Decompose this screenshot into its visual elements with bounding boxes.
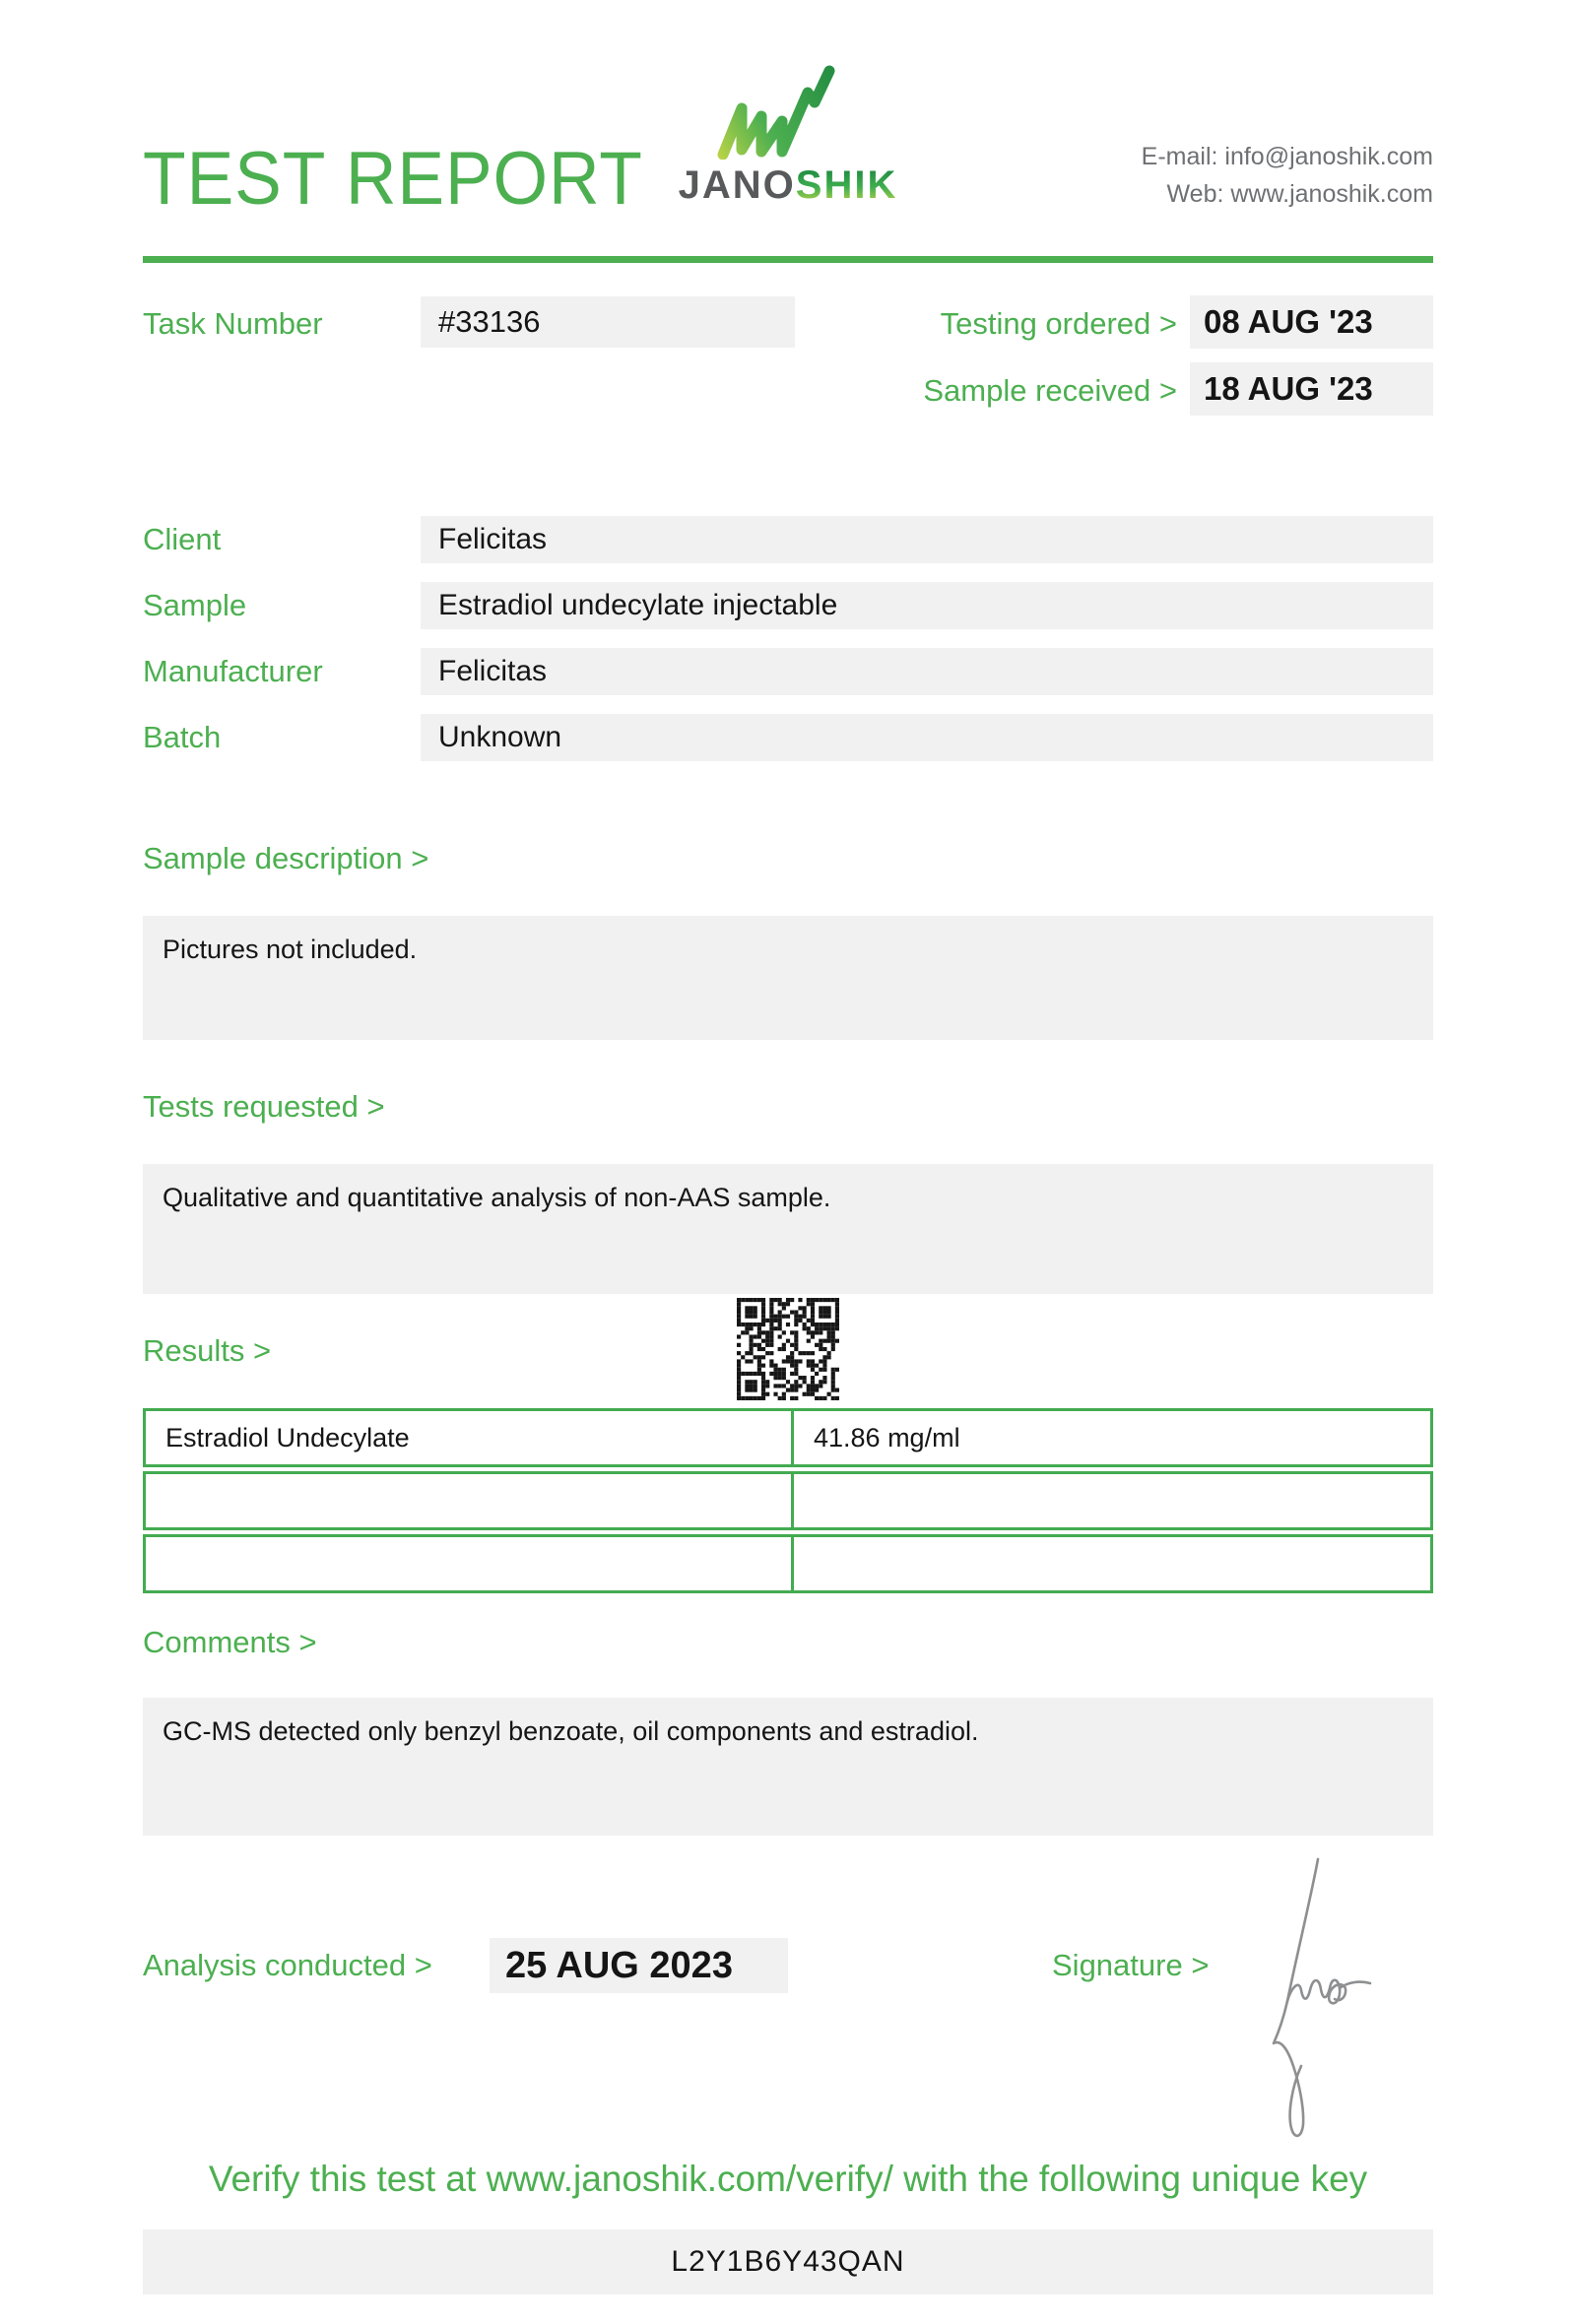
- analyte-cell: [146, 1474, 794, 1527]
- tests-requested-heading: Tests requested >: [143, 1089, 385, 1124]
- contact-web: Web: www.janoshik.com: [1166, 180, 1433, 208]
- client-label: Client: [143, 522, 222, 556]
- verify-instruction: Verify this test at www.janoshik.com/verify/ with the following unique key: [208, 2159, 1368, 2199]
- result-cell: [794, 1537, 1430, 1590]
- table-row: [143, 1471, 1433, 1530]
- manufacturer-label: Manufacturer: [143, 654, 323, 688]
- testing-ordered-date: 08 AUG '23: [1190, 295, 1433, 349]
- results-table: [143, 1408, 1433, 1597]
- tests-requested-body: Qualitative and quantitative analysis of non-AAS sample.: [143, 1164, 1433, 1294]
- sample-received-date: 18 AUG '23: [1190, 362, 1433, 416]
- batch-label: Batch: [143, 720, 222, 754]
- sample-label: Sample: [143, 588, 247, 622]
- analyte-cell: [146, 1537, 794, 1590]
- signature-label: Signature >: [1052, 1948, 1210, 1982]
- result-cell: [794, 1474, 1430, 1527]
- logo-wordmark: [645, 163, 931, 208]
- header-divider: [143, 256, 1433, 263]
- logo-chart-icon: [709, 59, 867, 160]
- comments-heading: Comments >: [143, 1625, 317, 1659]
- signature-image: [1269, 1853, 1387, 2141]
- janoshik-logo: [645, 59, 931, 208]
- qr-code: [737, 1298, 839, 1400]
- analysis-conducted-label: Analysis conducted >: [143, 1948, 432, 1982]
- manufacturer-value: Felicitas: [421, 648, 1433, 695]
- testing-ordered-label: Testing ordered >: [940, 306, 1177, 341]
- sample-received-label: Sample received >: [923, 373, 1177, 408]
- unique-key: L2Y1B6Y43QAN: [143, 2229, 1433, 2294]
- client-value: Felicitas: [421, 516, 1433, 563]
- results-heading: Results >: [143, 1333, 272, 1368]
- analysis-conducted-date: 25 AUG 2023: [490, 1938, 788, 1993]
- comments-body: GC-MS detected only benzyl benzoate, oil components and estradiol.: [143, 1698, 1433, 1836]
- logo-text-shik: SHIK: [795, 163, 898, 207]
- table-row: [143, 1408, 1433, 1467]
- sample-description-heading: Sample description >: [143, 841, 429, 875]
- sample-description-body: Pictures not included.: [143, 916, 1433, 1040]
- logo-text-jano: JANO: [678, 163, 796, 207]
- sample-value: Estradiol undecylate injectable: [421, 582, 1433, 629]
- result-cell: 41.86 mg/ml: [814, 1423, 960, 1452]
- contact-email: E-mail: info@janoshik.com: [1141, 143, 1433, 170]
- table-row: [143, 1534, 1433, 1593]
- batch-value: Unknown: [421, 714, 1433, 761]
- task-number-label: Task Number: [143, 306, 323, 341]
- contact-block: [1142, 138, 1433, 213]
- task-number-value: #33136: [421, 296, 795, 348]
- page-title: TEST REPORT: [143, 137, 643, 221]
- analyte-cell: Estradiol Undecylate: [146, 1411, 794, 1464]
